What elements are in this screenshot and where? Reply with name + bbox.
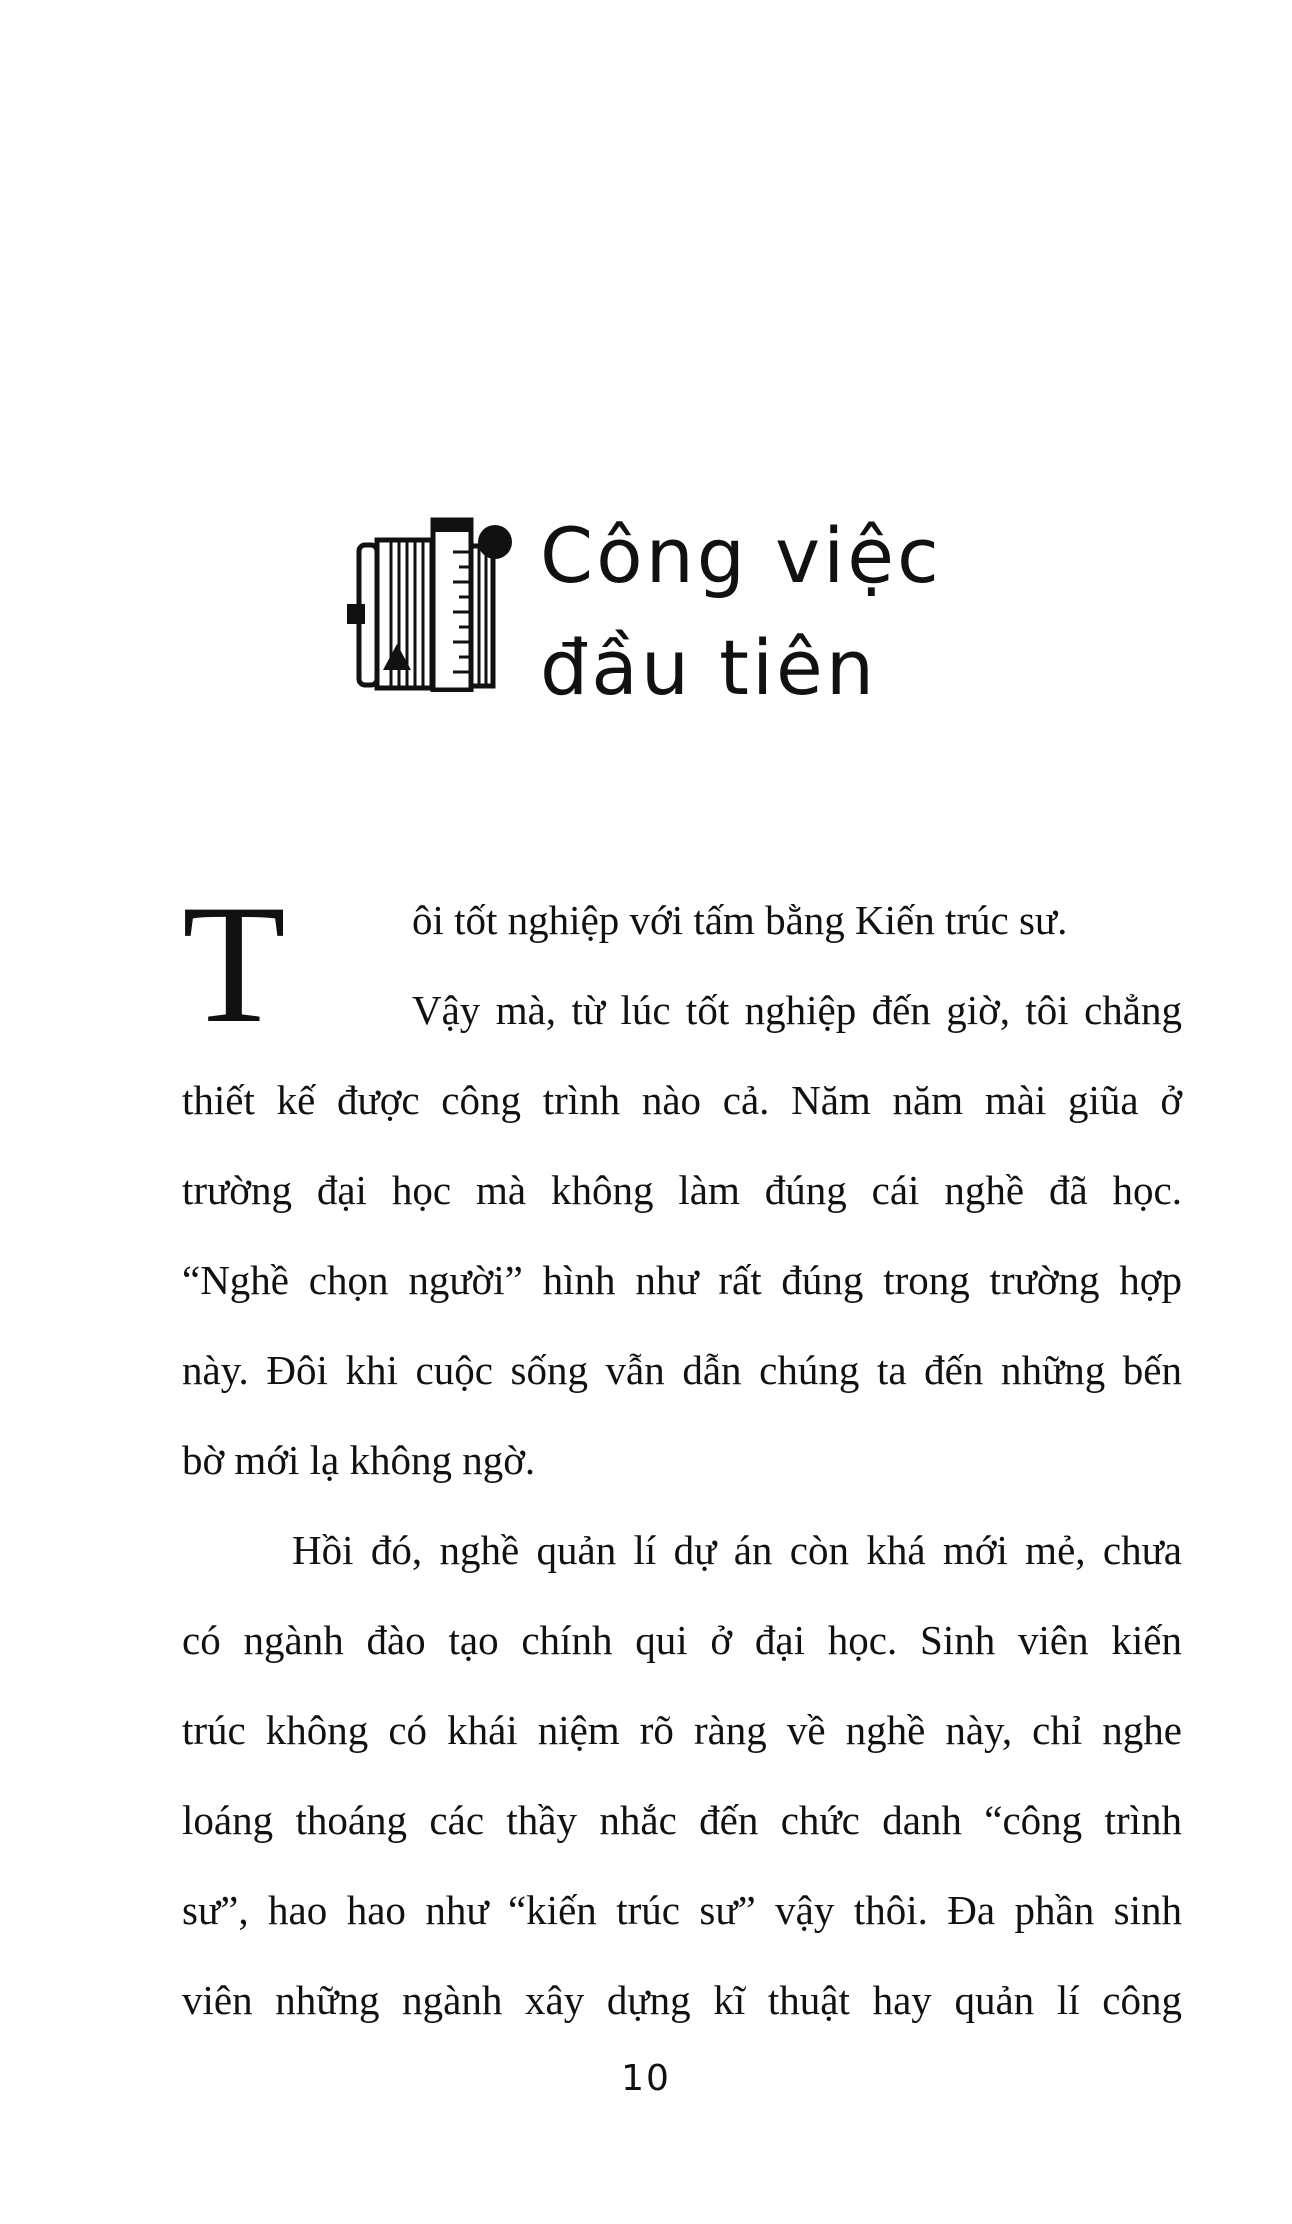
- chapter-title: [540, 500, 942, 724]
- page-number: 10: [621, 2058, 671, 2099]
- text-line: loáng thoáng các thầy nhắc đến chức danh “công trình: [182, 1797, 1182, 1843]
- text-line: có ngành đào tạo chính qui ở đại học. Sinh viên kiến: [182, 1617, 1182, 1663]
- drop-cap: T: [182, 870, 286, 1058]
- chapter-heading: [345, 500, 1145, 712]
- architect-notebook-ruler-icon: [345, 512, 515, 692]
- text-line: này. Đôi khi cuộc sống vẫn dẫn chúng ta đến những bến: [182, 1347, 1182, 1393]
- text-line: “Nghề chọn người” hình như rất đúng trong trường hợp: [182, 1257, 1182, 1303]
- text-line: bờ mới lạ không ngờ.: [182, 1437, 536, 1483]
- text-line: trúc không có khái niệm rõ ràng về nghề này, chỉ nghe: [182, 1707, 1182, 1753]
- text-line: ôi tốt nghiệp với tấm bằng Kiến trúc sư.: [412, 897, 1068, 943]
- text-line: thiết kế được công trình nào cả. Năm năm mài giũa ở: [182, 1077, 1182, 1123]
- text-line: viên những ngành xây dựng kĩ thuật hay quản lí công: [182, 1977, 1182, 2023]
- paragraph: [182, 1505, 1182, 2045]
- chapter-title-line: đầu tiên: [540, 623, 877, 712]
- text-line: trường đại học mà không làm đúng cái nghề đã học.: [182, 1167, 1182, 1213]
- text-line: Hồi đó, nghề quản lí dự án còn khá mới mẻ, chưa: [292, 1527, 1182, 1573]
- chapter-title-line: Công việc: [540, 511, 942, 600]
- text-line: sư”, hao hao như “kiến trúc sư” vậy thôi. Đa phần sinh: [182, 1887, 1182, 1933]
- paragraph: [182, 870, 1182, 1505]
- text-line: Vậy mà, từ lúc tốt nghiệp đến giờ, tôi chẳng: [412, 987, 1182, 1033]
- body-text: [182, 870, 1182, 2045]
